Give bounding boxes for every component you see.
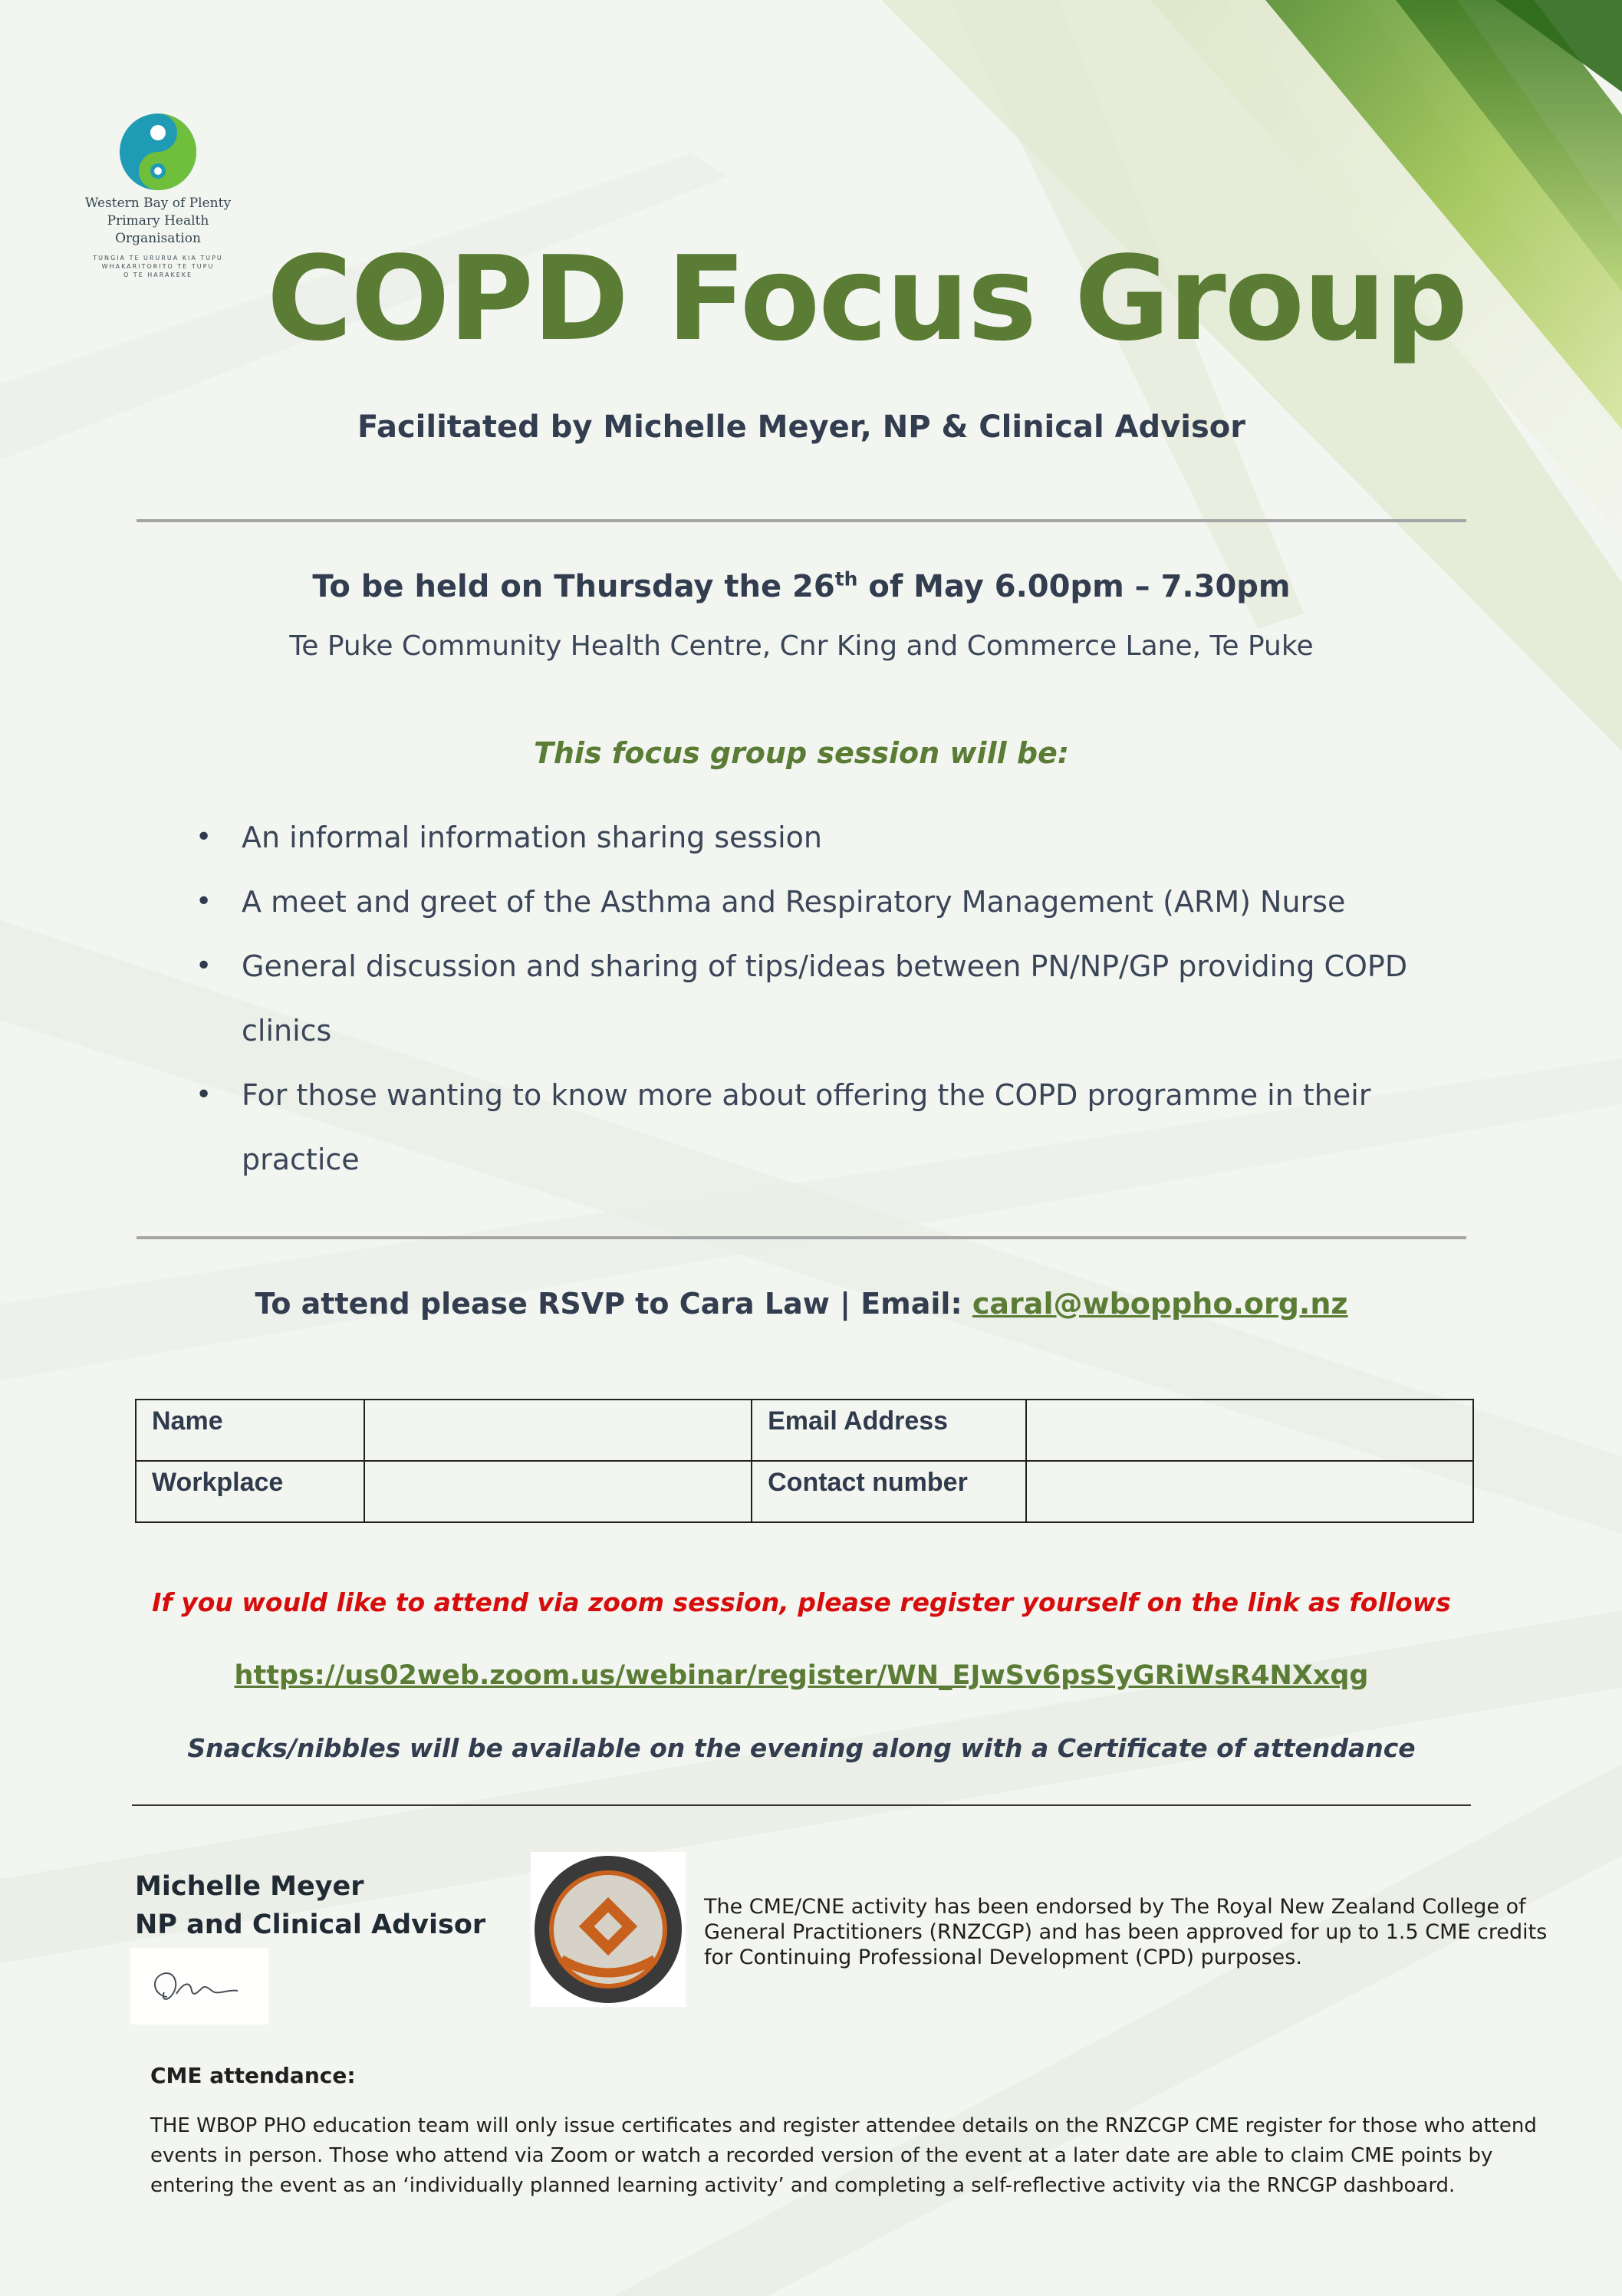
divider-top xyxy=(137,519,1466,522)
bullet-item: • An informal information sharing session xyxy=(196,805,1453,870)
zoom-registration-link[interactable]: https://us02web.zoom.us/webinar/register/WN_EJwSv6psSyGRiWsR4NXxqg xyxy=(234,1660,1369,1691)
logo-org-line-1: Western Bay of Plenty xyxy=(84,196,232,211)
session-bullet-list xyxy=(196,805,1453,1192)
event-location: Te Puke Community Health Centre, Cnr King and Commerce Lane, Te Puke xyxy=(289,630,1314,662)
endorsed-provider-seal-icon xyxy=(531,1852,686,2007)
snacks-note: Snacks/nibbles will be available on the evening along with a Certificate of attendance xyxy=(187,1733,1416,1763)
name-label: Name xyxy=(136,1400,364,1461)
cme-attendance-body: THE WBOP PHO education team will only issue certificates and register attendee details on the RNZCGP CME register for those who attend events in person. Those who attend via Zoom or watch a recorded version of the event at a later date are able to claim CME points by entering the event as an ‘individually planned learning activity’ and completing a self-reflective activity via the RNCGP dashboard. xyxy=(150,2114,1537,2197)
rsvp-email-link[interactable]: caral@wboppho.org.nz xyxy=(972,1287,1348,1321)
email-label: Email Address xyxy=(752,1400,1026,1461)
signatory-name: Michelle Meyer xyxy=(135,1871,364,1902)
logo-org-line-2: Primary Health Organisation xyxy=(107,213,209,246)
date-superscript: th xyxy=(834,567,858,590)
bullet-item: • General discussion and sharing of tips/ideas between PN/NP/GP providing COPD clinics xyxy=(196,934,1453,1063)
cme-attendance-heading: CME attendance: xyxy=(150,2063,356,2088)
table-row xyxy=(136,1400,1473,1461)
logo-tag-line-3: O TE HARAKEKE xyxy=(123,271,193,278)
signatory-role: NP and Clinical Advisor xyxy=(135,1909,486,1940)
name-field[interactable] xyxy=(364,1400,752,1461)
contact-number-label: Contact number xyxy=(752,1461,1026,1522)
email-field[interactable] xyxy=(1026,1400,1473,1461)
session-intro-heading: This focus group session will be: xyxy=(533,736,1070,770)
logo-tag-line-1: TUNGIA TE URURUA KIA TUPU xyxy=(93,255,223,262)
workplace-label: Workplace xyxy=(136,1461,364,1522)
signatory-block xyxy=(135,1867,485,1944)
handwritten-signature-icon xyxy=(130,1948,268,2025)
rsvp-text: To attend please RSVP to Cara Law | Email: xyxy=(255,1287,972,1321)
rsvp-line xyxy=(0,1287,1603,1321)
bullet-item: • A meet and greet of the Asthma and Respiratory Management (ARM) Nurse xyxy=(196,870,1453,934)
divider-middle xyxy=(137,1236,1466,1239)
logo-tag-line-2: WHAKARITORITO TE TUPU xyxy=(101,263,215,270)
contact-number-field[interactable] xyxy=(1026,1461,1473,1522)
date-prefix: To be held on Thursday the 26 xyxy=(312,569,835,604)
facilitator-subtitle: Facilitated by Michelle Meyer, NP & Clinical Advisor xyxy=(357,410,1245,445)
bullet-item: • For those wanting to know more about offering the COPD programme in their practice xyxy=(196,1063,1453,1192)
divider-bottom xyxy=(132,1804,1471,1806)
signature-image xyxy=(130,1948,268,2025)
table-row xyxy=(136,1461,1473,1522)
cme-endorsement-text: The CME/CNE activity has been endorsed by The Royal New Zealand College of General Practitioners (RNZCGP) and has been approved for up to 1.5 CME credits for Continuing Professional Development (CPD) purposes. xyxy=(704,1895,1548,1969)
page-title: COPD Focus Group xyxy=(266,231,1467,367)
event-date-time xyxy=(0,569,1603,604)
rnzcgp-endorsement-badge xyxy=(531,1852,686,2007)
koru-logo-icon xyxy=(118,112,198,192)
zoom-registration-note: If you would like to attend via zoom session, please register yourself on the link as follows xyxy=(152,1587,1451,1617)
workplace-field[interactable] xyxy=(364,1461,752,1522)
registration-table xyxy=(135,1399,1474,1523)
pho-logo xyxy=(66,112,250,288)
date-suffix: of May 6.00pm – 7.30pm xyxy=(857,569,1291,604)
